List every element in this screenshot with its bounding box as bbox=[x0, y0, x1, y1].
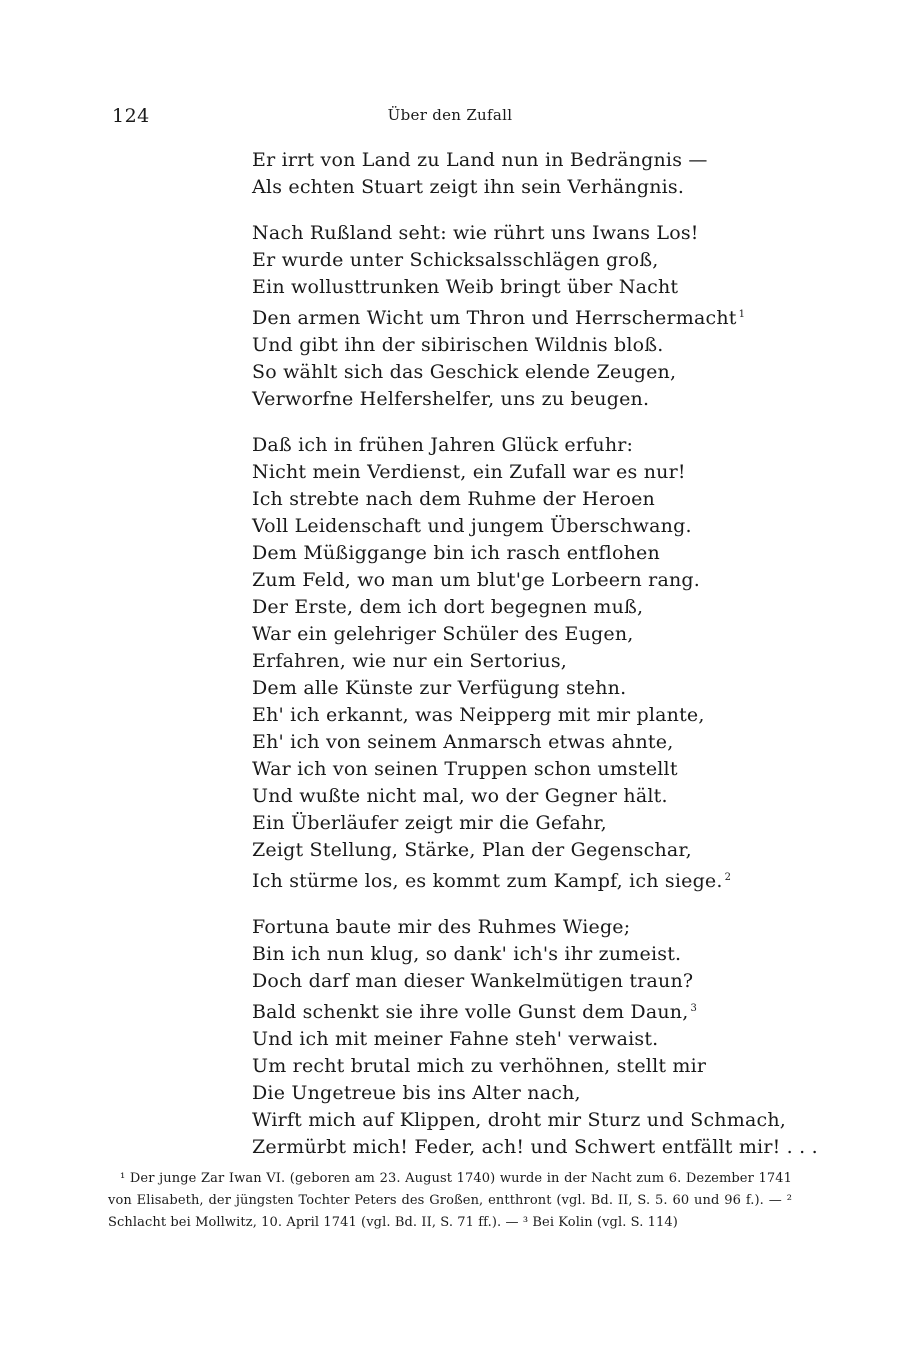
verse-line: Um recht brutal mich zu verhöhnen, stellt mir bbox=[252, 1055, 707, 1077]
verse-line: Und gibt ihn der sibirischen Wildnis bloß. bbox=[252, 334, 664, 356]
verse-line: Er wurde unter Schicksalsschlägen groß, bbox=[252, 249, 659, 271]
page-number: 124 bbox=[112, 105, 150, 127]
verse-line: Und wußte nicht mal, wo der Gegner hält. bbox=[252, 785, 668, 807]
verse-line: Doch darf man dieser Wankelmütigen traun? bbox=[252, 970, 694, 992]
verse-line: Die Ungetreue bis ins Alter nach, bbox=[252, 1082, 581, 1104]
verse-line: Zum Feld, wo man um blut'ge Lorbeern rang. bbox=[252, 569, 701, 591]
verse-line: Als echten Stuart zeigt ihn sein Verhängnis. bbox=[252, 176, 685, 198]
verse-line: Nicht mein Verdienst, ein Zufall war es nur! bbox=[252, 461, 686, 483]
verse-line: Nach Rußland seht: wie rührt uns Iwans Los! bbox=[252, 222, 699, 244]
footnotes: ¹ Der junge Zar Iwan VI. (geboren am 23. August 1740) wurde in der Nacht zum 6. Dezember 1741 von Elisabeth, der jüngsten Tochter Peters des Großen, entthront (vgl. Bd. II, S. 5. 60 und 96 f.). — ² Schlacht bei Mollwitz, 10. April 1741 (vgl. Bd. II, S. 71 ff.). — ³ Bei Kolin (vgl. S. 114) bbox=[108, 1171, 792, 1230]
verse-line: So wählt sich das Geschick elende Zeugen, bbox=[252, 361, 677, 383]
verse-line: War ich von seinen Truppen schon umstellt bbox=[252, 758, 678, 780]
stanza bbox=[252, 147, 812, 201]
verse-line: Und ich mit meiner Fahne steh' verwaist. bbox=[252, 1028, 659, 1050]
verse-line: Bald schenkt sie ihre volle Gunst dem Daun, $^3$ bbox=[252, 1001, 698, 1023]
footnote-marker: 1 bbox=[738, 309, 746, 320]
verse-line: Er irrt von Land zu Land nun in Bedrängnis — bbox=[252, 149, 708, 171]
verse-line: Zeigt Stellung, Stärke, Plan der Gegenschar, bbox=[252, 839, 692, 861]
poem bbox=[252, 147, 818, 1180]
verse-line: Ich stürme los, es kommt zum Kampf, ich siege. $^2$ bbox=[252, 870, 732, 892]
verse-line: Wirft mich auf Klippen, droht mir Sturz und Schmach, bbox=[252, 1109, 787, 1131]
verse-line: Dem alle Künste zur Verfügung stehn. bbox=[252, 677, 627, 699]
verse-line: Verworfne Helfershelfer, uns zu beugen. bbox=[252, 388, 650, 410]
verse-line: Eh' ich erkannt, was Neipperg mit mir plante, bbox=[252, 704, 705, 726]
verse-line: Voll Leidenschaft und jungem Überschwang. bbox=[252, 515, 692, 537]
footnote-marker: 2 bbox=[724, 872, 732, 883]
stanza bbox=[252, 914, 818, 1161]
stanza bbox=[252, 220, 812, 413]
footnote-marker: 3 bbox=[690, 1003, 698, 1014]
verse-line: Bin ich nun klug, so dank' ich's ihr zumeist. bbox=[252, 943, 682, 965]
stanza bbox=[252, 432, 812, 895]
verse-line: Dem Müßiggange bin ich rasch entflohen bbox=[252, 542, 660, 564]
verse-line: Ein wollusttrunken Weib bringt über Nacht bbox=[252, 276, 679, 298]
verse-line: War ein gelehriger Schüler des Eugen, bbox=[252, 623, 634, 645]
verse-line: Eh' ich von seinem Anmarsch etwas ahnte, bbox=[252, 731, 674, 753]
verse-line: Fortuna baute mir des Ruhmes Wiege; bbox=[252, 916, 631, 938]
verse-line: Zermürbt mich! Feder, ach! und Schwert entfällt mir! . . . bbox=[252, 1136, 818, 1158]
verse-line: Daß ich in frühen Jahren Glück erfuhr: bbox=[252, 434, 634, 456]
verse-line: Den armen Wicht um Thron und Herrschermacht $^1$ bbox=[252, 307, 746, 329]
running-title: Über den Zufall bbox=[387, 106, 513, 124]
verse-line: Der Erste, dem ich dort begegnen muß, bbox=[252, 596, 644, 618]
verse-line: Ich strebte nach dem Ruhme der Heroen bbox=[252, 488, 655, 510]
verse-line: Ein Überläufer zeigt mir die Gefahr, bbox=[252, 812, 607, 834]
verse-line: Erfahren, wie nur ein Sertorius, bbox=[252, 650, 568, 672]
